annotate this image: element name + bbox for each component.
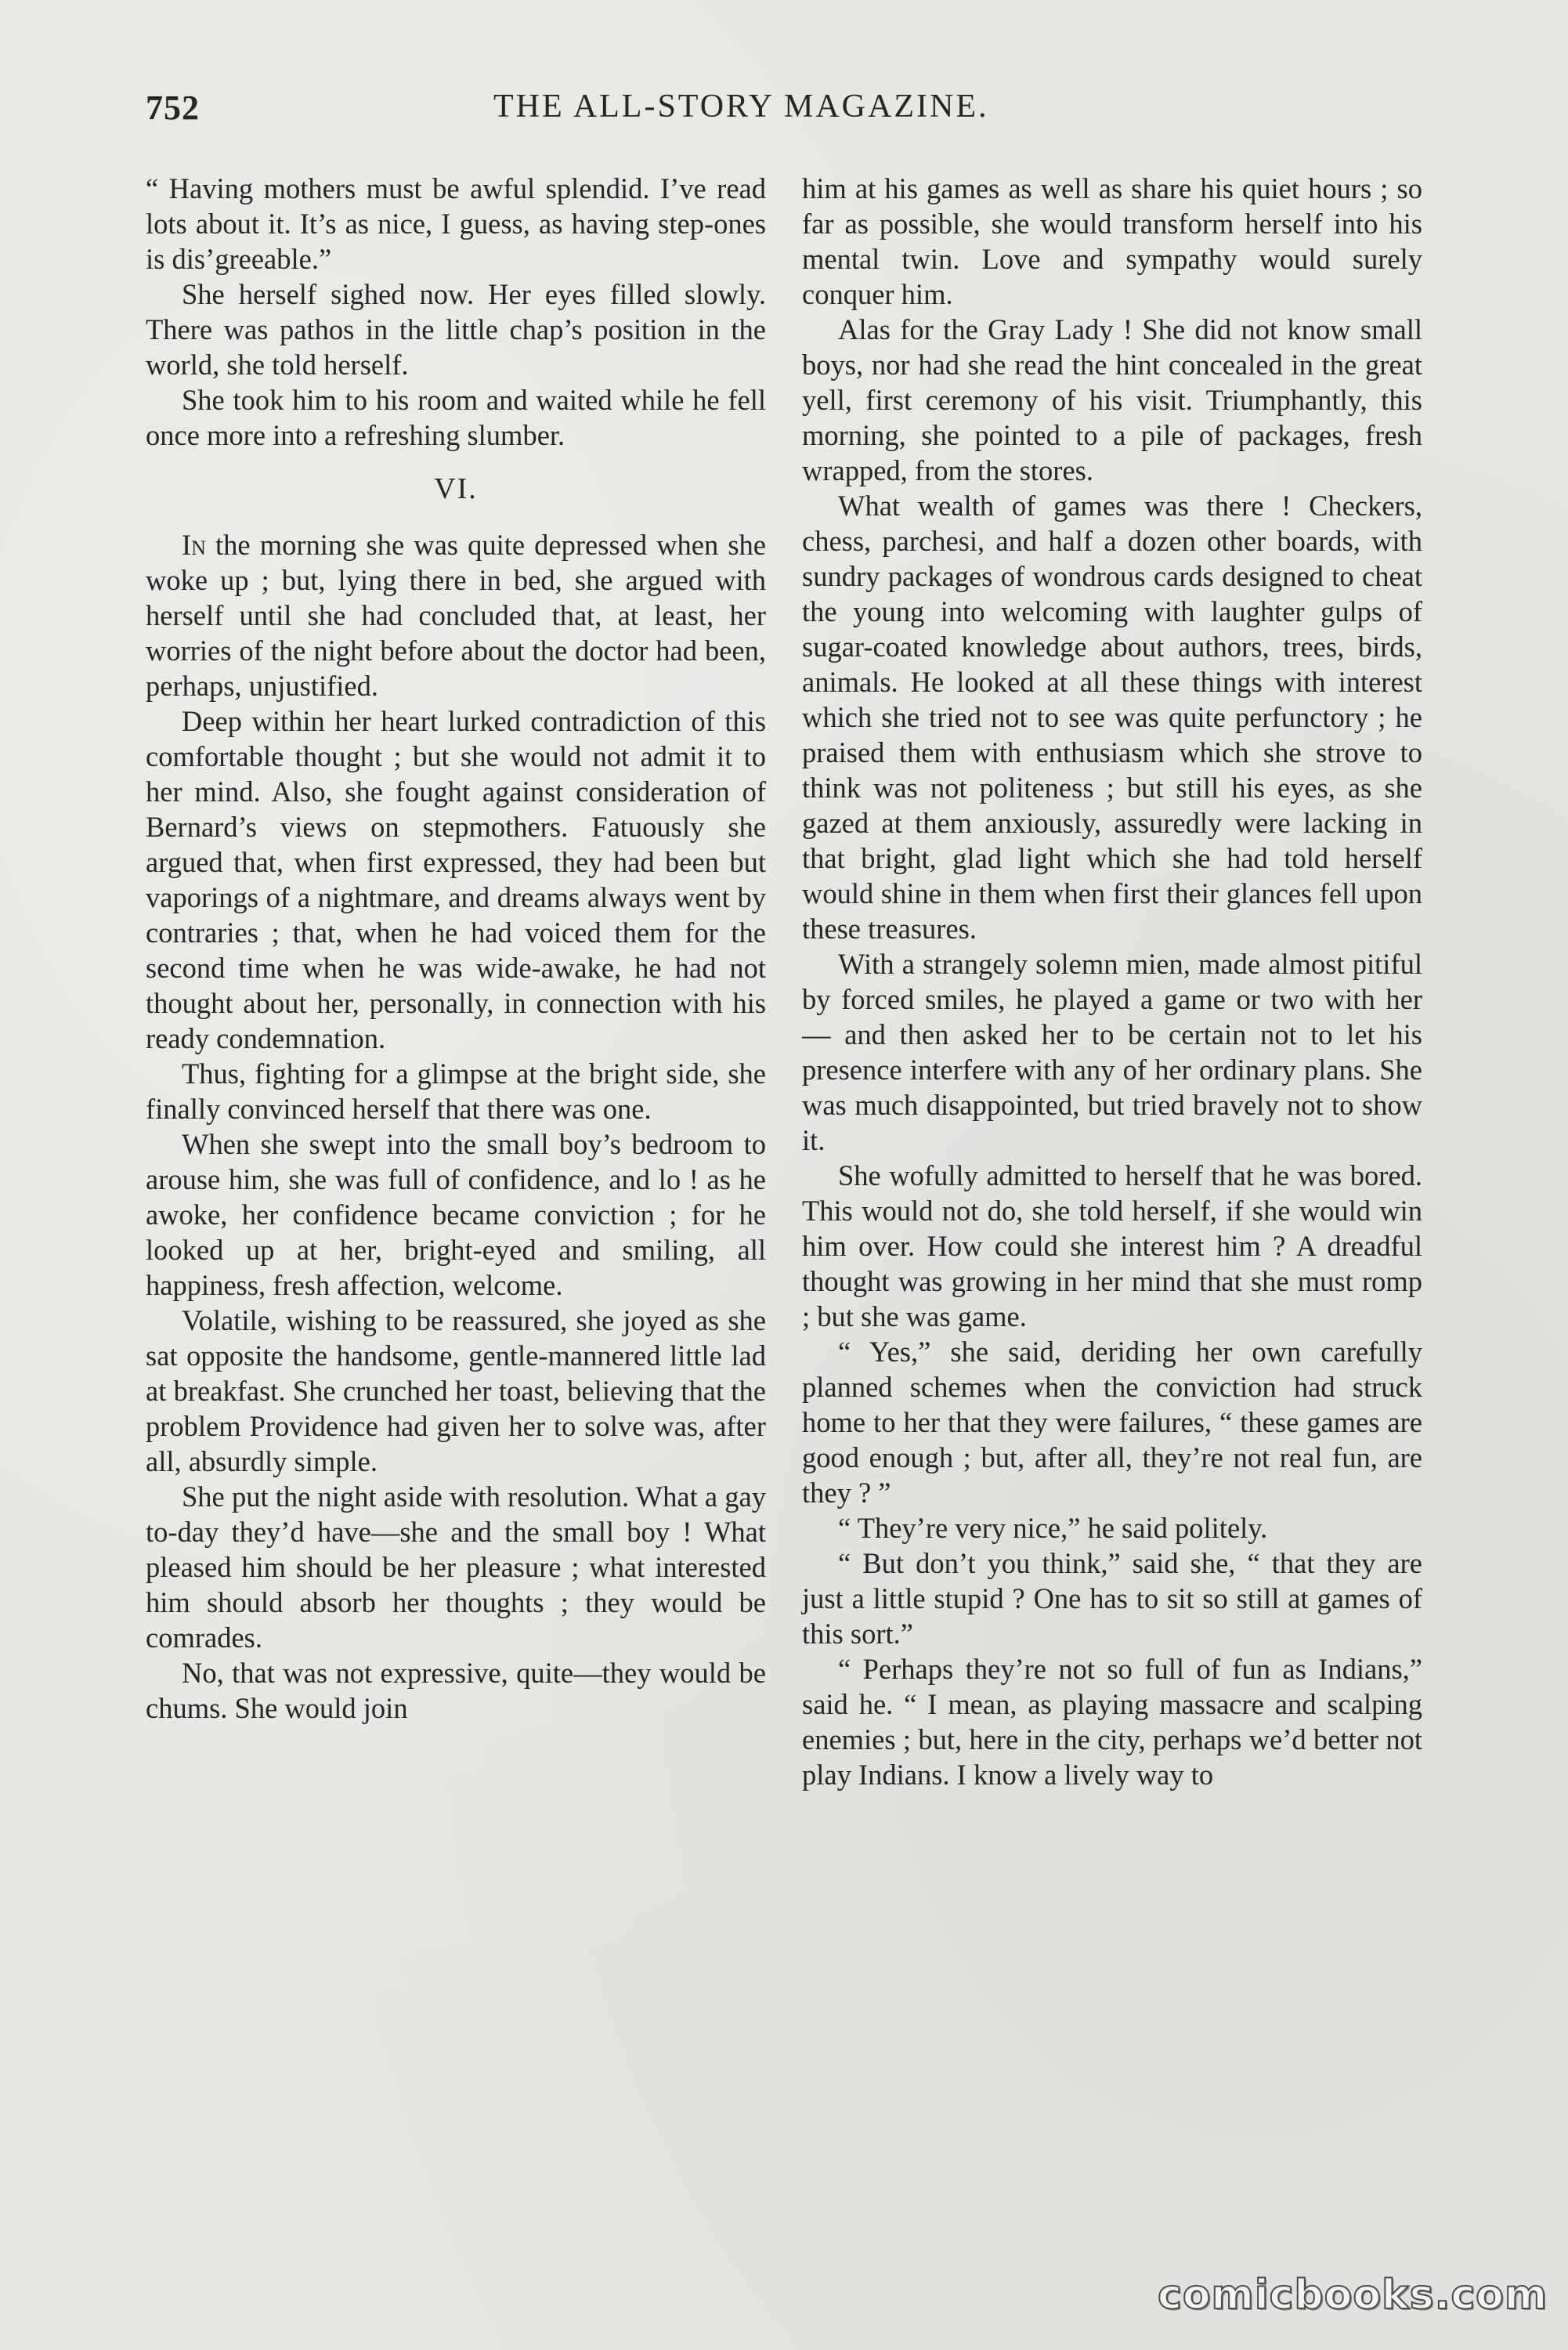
paragraph: She put the night aside with resolution. What a gay to-day they’d have—she and the small boy ! What pleased him should be her pleasure ; what interested him should absorb her thoughts ; they would be comrades. xyxy=(146,1480,766,1654)
paragraph: She took him to his room and waited while he fell once more into a refreshing slumber. xyxy=(146,384,766,451)
paragraph: What wealth of games was there ! Checkers, chess, parchesi, and half a dozen other boards, with sundry packages of wondrous cards designed to cheat the young into welcoming with laughter gulps of sugar-coated knowledge about authors, trees, birds, animals. He looked at all these things with interest which she tried not to see was quite perfunctory ; he praised them with enthusiasm which she strove to think was not politeness ; but still his eyes, as she gazed at them anxiously, assuredly were lacking in that bright, glad light which she had told herself would shine in them when first their glances fell upon these treasures. xyxy=(802,490,1422,945)
paragraph: “ Having mothers must be awful splendid. I’ve read lots about it. It’s as nice, I guess, as having step-ones is dis’greeable.” xyxy=(146,172,766,275)
paragraph: “ Yes,” she said, deriding her own carefully planned schemes when the conviction had struck home to her that they were failures, “ these games are good enough ; but, after all, they’re not real fun, are they ? ” xyxy=(802,1336,1422,1509)
paragraph: She wofully admitted to herself that he was bored. This would not do, she told herself, if she would win him over. How could she interest him ? A dreadful thought was growing in her mind that she must romp ; but she was game. xyxy=(802,1159,1422,1332)
page-header xyxy=(0,88,1568,143)
paragraph: “ They’re very nice,” he said politely. xyxy=(838,1512,1268,1544)
paragraph: With a strangely solemn mien, made almost pitiful by forced smiles, he played a game or two with her — and then asked her to be certain not to let his presence interfere with any of her ordinary plans. She was much disappointed, but tried bravely not to show it. xyxy=(802,948,1422,1156)
paragraph: “ But don’t you think,” said she, “ that they are just a little stupid ? One has to sit so still at games of this sort.” xyxy=(802,1547,1422,1650)
paragraph: She herself sighed now. Her eyes filled slowly. There was pathos in the little chap’s position in the world, she told herself. xyxy=(146,278,766,381)
section-heading: VI. xyxy=(434,472,478,505)
left-column xyxy=(146,171,766,1726)
paragraph xyxy=(146,527,766,703)
paragraph: him at his games as well as share his quiet hours ; so far as possible, she would transform herself into his mental twin. Love and sympathy would surely conquer him. xyxy=(802,172,1422,310)
paragraph: Volatile, wishing to be reassured, she joyed as she sat opposite the handsome, gentle-mannered little lad at breakfast. She crunched her toast, believing that the problem Providence had given her to solve was, after all, absurdly simple. xyxy=(146,1304,766,1477)
paragraph: Deep within her heart lurked contradiction of this comfortable thought ; but she would not admit it to her mind. Also, she fought against consideration of Bernard’s views on stepmothers. Fatuously she argued that, when first expressed, they had been but vaporings of a nightmare, and dreams always went by contraries ; that, when he had voiced them for the second time when he was wide-awake, he had not thought about her, personally, in connection with his ready condemnation. xyxy=(146,705,766,1054)
paragraph: No, that was not expressive, quite—they would be chums. She would join xyxy=(146,1657,766,1724)
running-title: THE ALL-STORY MAGAZINE. xyxy=(493,89,989,125)
right-column xyxy=(802,171,1422,1792)
watermark-logo: comicbooks.com xyxy=(1158,2272,1548,2319)
paragraph: “ Perhaps they’re not so full of fun as Indians,” said he. “ I mean, as playing massacre and scalping enemies ; but, here in the city, perhaps we’d better not play Indians. I know a lively way to xyxy=(802,1653,1422,1791)
page-number: 752 xyxy=(146,89,200,127)
paragraph-text: the morning she was quite depressed when she woke up ; but, lying there in bed, she argued with herself until she had concluded that, at least, her worries of the night before about the doctor had been, perhaps, unjustified. xyxy=(146,529,766,702)
paragraph: Alas for the Gray Lady ! She did not know small boys, nor had she read the hint concealed in the great yell, first ceremony of his visit. Triumphantly, this morning, she pointed to a pile of packages, fresh wrapped, from the stores. xyxy=(802,313,1422,486)
paragraph: When she swept into the small boy’s bedroom to arouse him, she was full of confidence, and lo ! as he awoke, her confidence became conviction ; for he looked up at her, bright-eyed and smiling, all happiness, fresh affection, welcome. xyxy=(146,1128,766,1301)
drop-word: In xyxy=(182,529,206,561)
paragraph: Thus, fighting for a glimpse at the bright side, she finally convinced herself that there was one. xyxy=(146,1058,766,1125)
